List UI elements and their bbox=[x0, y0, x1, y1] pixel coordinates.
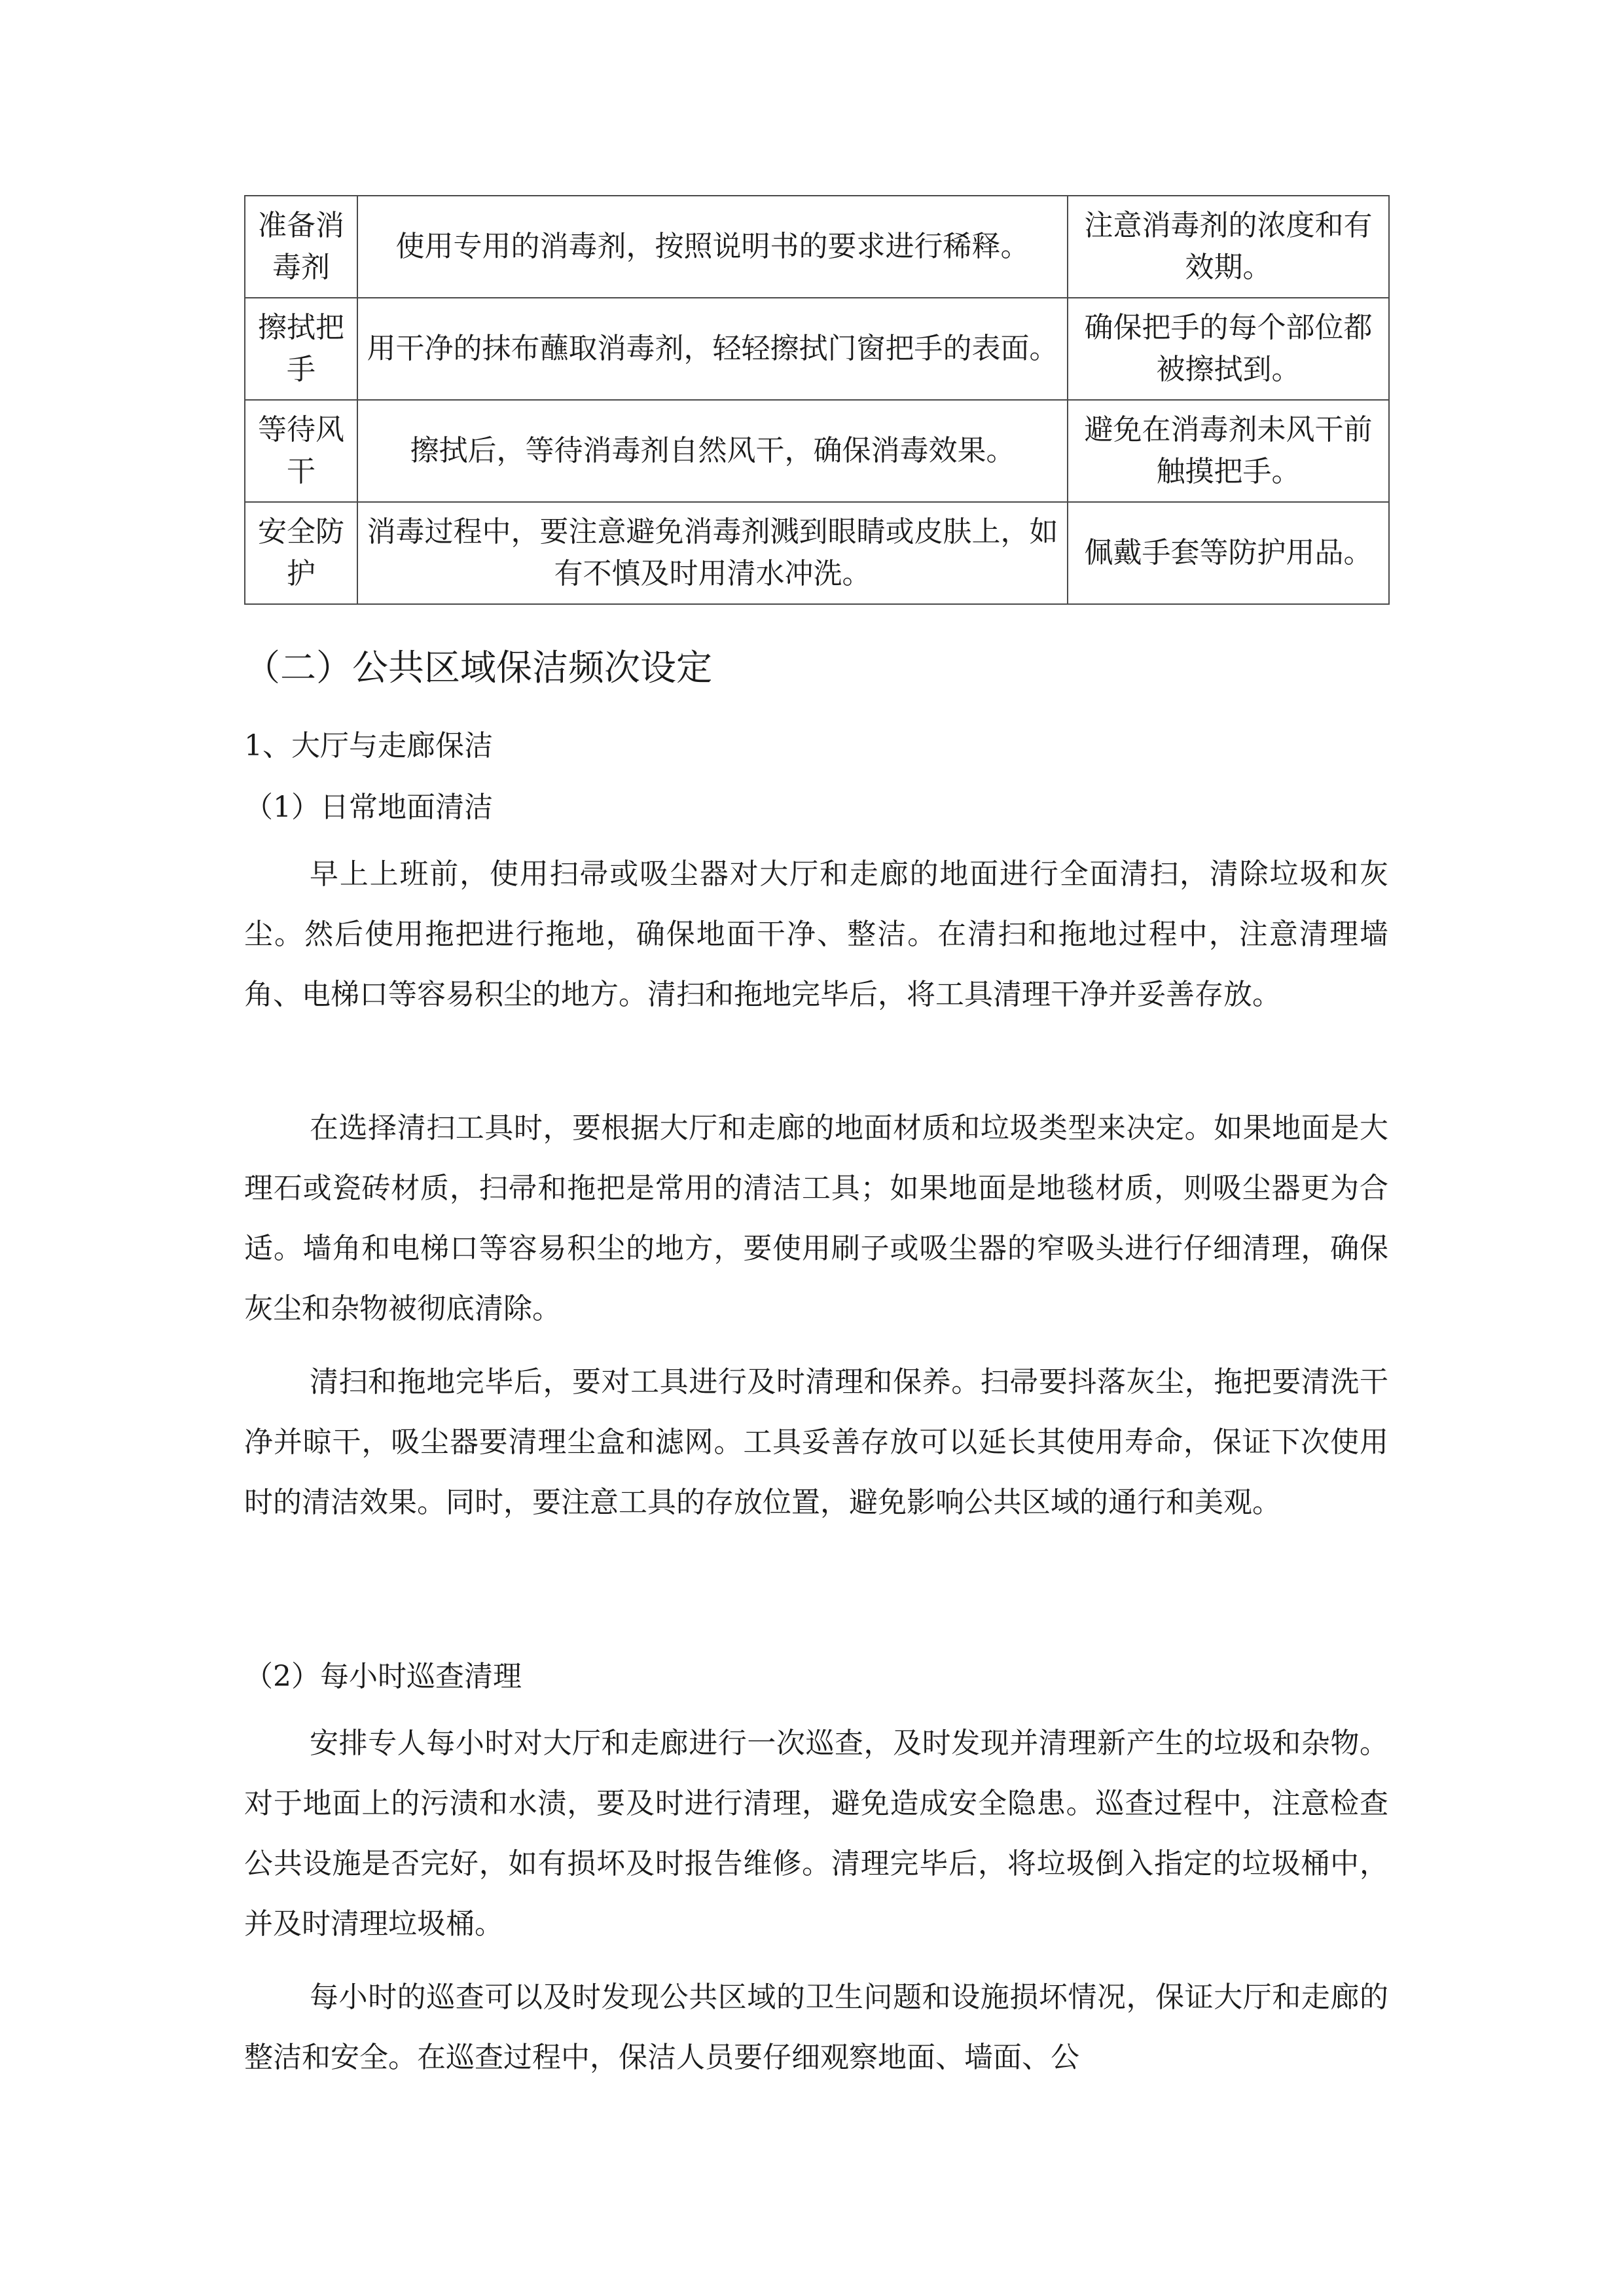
table-row bbox=[245, 502, 1389, 604]
table-cell-step: 安全防护 bbox=[245, 502, 357, 604]
table-cell-note: 避免在消毒剂未风干前触摸把手。 bbox=[1068, 400, 1389, 502]
table-row bbox=[245, 400, 1389, 502]
table-cell-note: 注意消毒剂的浓度和有效期。 bbox=[1068, 196, 1389, 298]
table-cell-step: 擦拭把手 bbox=[245, 298, 357, 400]
paragraph: 在选择清扫工具时，要根据大厅和走廊的地面材质和垃圾类型来决定。如果地面是大理石或瓷砖材质，扫帚和拖把是常用的清洁工具；如果地面是地毯材质，则吸尘器更为合适。墙角和电梯口等容易积尘的地方，要使用刷子或吸尘器的窄吸头进行仔细清理，确保灰尘和杂物被彻底清除。 bbox=[244, 1111, 1388, 1325]
subsection-heading: 1、大厅与走廊保洁 bbox=[244, 729, 493, 762]
table-cell-note: 确保把手的每个部位都被擦拭到。 bbox=[1068, 298, 1389, 400]
paragraph: 每小时的巡查可以及时发现公共区域的卫生问题和设施损坏情况，保证大厅和走廊的整洁和安全。在巡查过程中，保洁人员要仔细观察地面、墙面、公 bbox=[244, 1981, 1388, 2074]
table-row bbox=[245, 196, 1389, 298]
paragraph: 安排专人每小时对大厅和走廊进行一次巡查，及时发现并清理新产生的垃圾和杂物。对于地面上的污渍和水渍，要及时进行清理，避免造成安全隐患。巡查过程中，注意检查公共设施是否完好，如有损坏及时报告维修。清理完毕后，将垃圾倒入指定的垃圾桶中，并及时清理垃圾桶。 bbox=[244, 1727, 1388, 1941]
item-heading: （2）每小时巡查清理 bbox=[244, 1660, 522, 1693]
paragraph: 清扫和拖地完毕后，要对工具进行及时清理和保养。扫帚要抖落灰尘，拖把要清洗干净并晾干，吸尘器要清理尘盒和滤网。工具妥善存放可以延长其使用寿命，保证下次使用时的清洁效果。同时，要注意工具的存放位置，避免影响公共区域的通行和美观。 bbox=[244, 1365, 1388, 1519]
table-row bbox=[245, 298, 1389, 400]
table-cell-operation: 使用专用的消毒剂，按照说明书的要求进行稀释。 bbox=[357, 196, 1068, 298]
section-heading: （二）公共区域保洁频次设定 bbox=[244, 647, 713, 689]
item-heading: （1）日常地面清洁 bbox=[244, 791, 493, 824]
table-cell-note: 佩戴手套等防护用品。 bbox=[1068, 502, 1389, 604]
disinfection-steps-table bbox=[244, 195, 1390, 605]
table-cell-step: 等待风干 bbox=[245, 400, 357, 502]
table-cell-operation: 消毒过程中，要注意避免消毒剂溅到眼睛或皮肤上，如有不慎及时用清水冲洗。 bbox=[357, 502, 1068, 604]
table-cell-operation: 擦拭后，等待消毒剂自然风干，确保消毒效果。 bbox=[357, 400, 1068, 502]
table-cell-step: 准备消毒剂 bbox=[245, 196, 357, 298]
table-cell-operation: 用干净的抹布蘸取消毒剂，轻轻擦拭门窗把手的表面。 bbox=[357, 298, 1068, 400]
paragraph: 早上上班前，使用扫帚或吸尘器对大厅和走廊的地面进行全面清扫，清除垃圾和灰尘。然后使用拖把进行拖地，确保地面干净、整洁。在清扫和拖地过程中，注意清理墙角、电梯口等容易积尘的地方。清扫和拖地完毕后，将工具清理干净并妥善存放。 bbox=[244, 857, 1388, 1011]
